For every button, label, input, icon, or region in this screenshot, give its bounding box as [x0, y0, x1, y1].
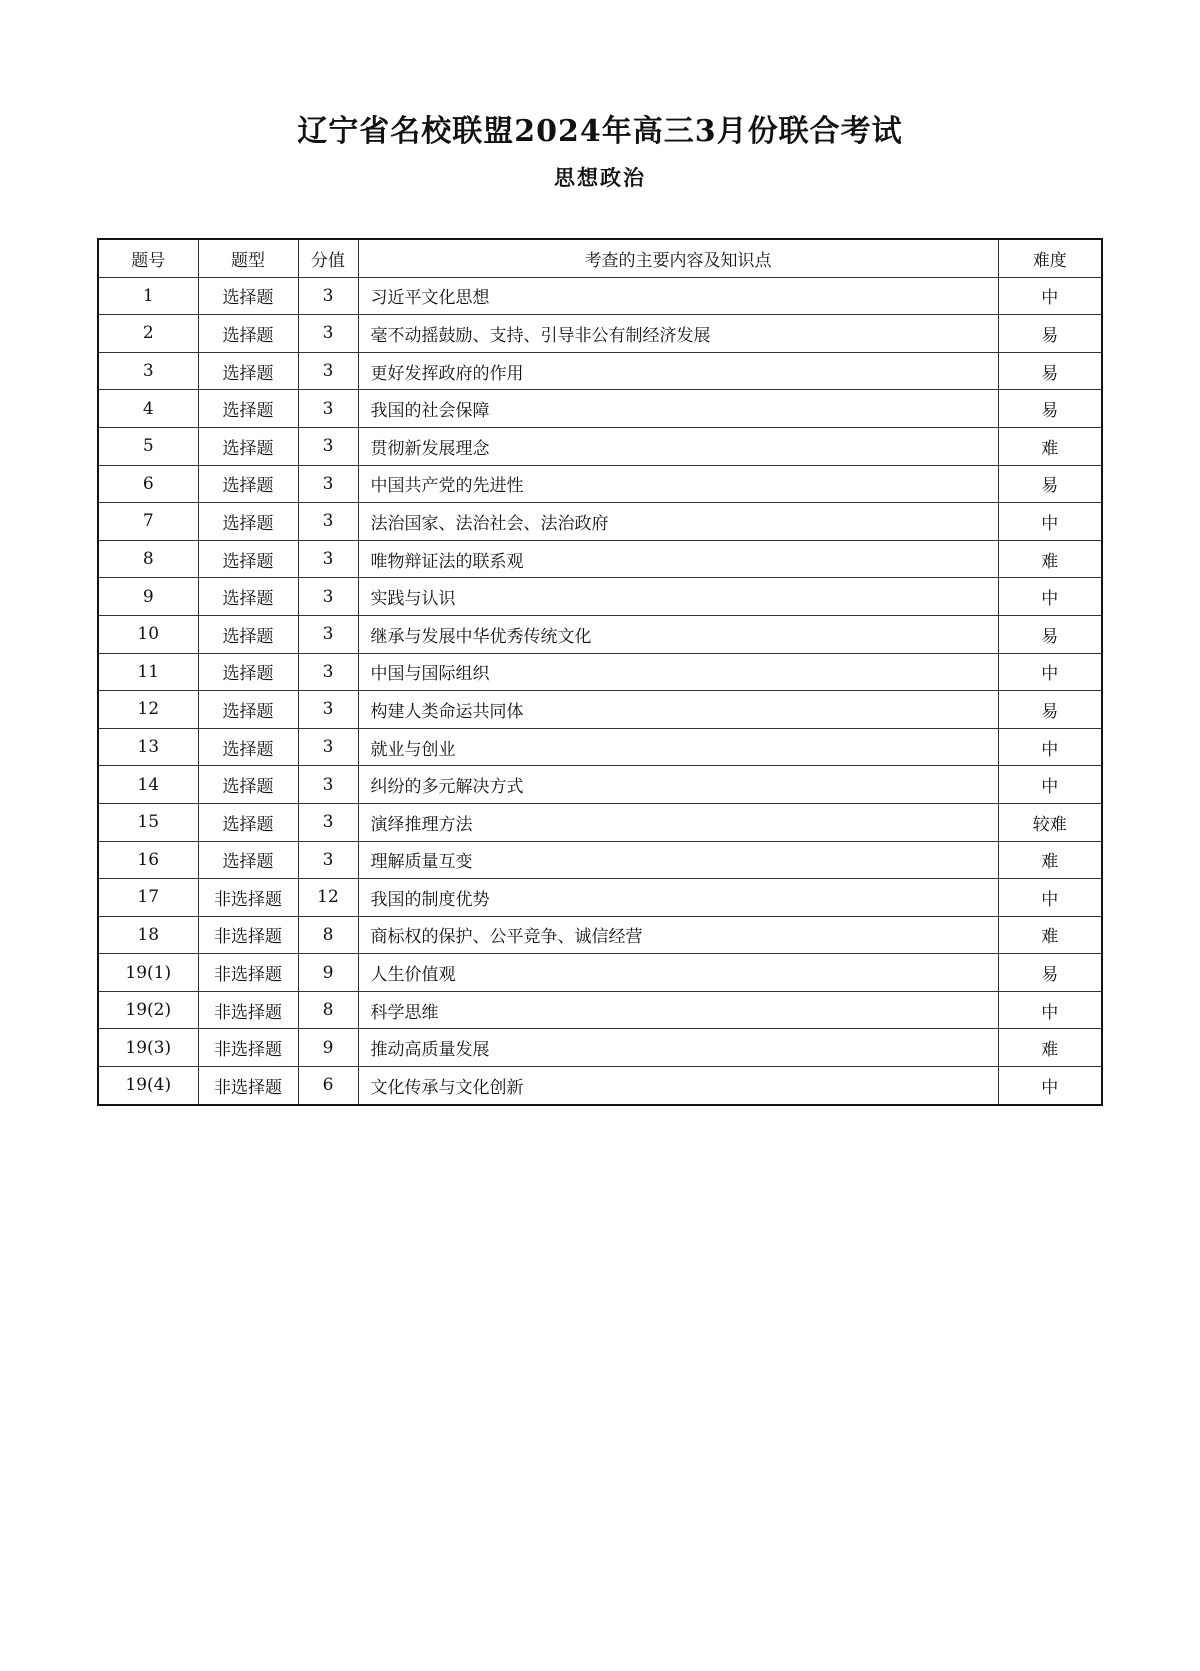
- cell-difficulty: 难: [998, 1029, 1102, 1067]
- cell-topic: 实践与认识: [358, 578, 998, 616]
- cell-score: 3: [298, 578, 358, 616]
- cell-topic: 文化传承与文化创新: [358, 1067, 998, 1105]
- cell-score: 3: [298, 691, 358, 729]
- cell-topic: 贯彻新发展理念: [358, 427, 998, 465]
- cell-difficulty: 中: [998, 991, 1102, 1029]
- table-row: [98, 503, 1102, 541]
- cell-question-type: 选择题: [198, 803, 298, 841]
- cell-score: 3: [298, 766, 358, 804]
- cell-score: 9: [298, 1029, 358, 1067]
- cell-topic: 习近平文化思想: [358, 277, 998, 315]
- cell-score: 9: [298, 954, 358, 992]
- cell-question-type: 选择题: [198, 728, 298, 766]
- cell-topic: 科学思维: [358, 991, 998, 1029]
- cell-score: 3: [298, 352, 358, 390]
- table-row: [98, 540, 1102, 578]
- cell-score: 8: [298, 991, 358, 1029]
- cell-question-type: 选择题: [198, 653, 298, 691]
- cell-difficulty: 易: [998, 315, 1102, 353]
- cell-score: 3: [298, 615, 358, 653]
- cell-question-number: 14: [98, 766, 198, 804]
- table-row: [98, 1029, 1102, 1067]
- cell-difficulty: 难: [998, 540, 1102, 578]
- cell-question-number: 2: [98, 315, 198, 353]
- table-row: [98, 728, 1102, 766]
- cell-topic: 继承与发展中华优秀传统文化: [358, 615, 998, 653]
- cell-difficulty: 较难: [998, 803, 1102, 841]
- cell-topic: 推动高质量发展: [358, 1029, 998, 1067]
- column-header-difficulty: 难度: [998, 239, 1102, 277]
- table-row: [98, 578, 1102, 616]
- column-header-topic: 考查的主要内容及知识点: [358, 239, 998, 277]
- cell-question-number: 13: [98, 728, 198, 766]
- cell-question-type: 选择题: [198, 766, 298, 804]
- cell-difficulty: 中: [998, 766, 1102, 804]
- cell-question-type: 选择题: [198, 315, 298, 353]
- cell-score: 3: [298, 465, 358, 503]
- cell-question-type: 选择题: [198, 578, 298, 616]
- page-title: 辽宁省名校联盟2024年高三3月份联合考试: [297, 114, 903, 149]
- cell-question-number: 19(4): [98, 1067, 198, 1105]
- cell-question-type: 选择题: [198, 540, 298, 578]
- cell-question-type: 非选择题: [198, 879, 298, 917]
- table-header-row: [98, 239, 1102, 277]
- table-row: [98, 841, 1102, 879]
- column-header-question-type: 题型: [198, 239, 298, 277]
- cell-score: 6: [298, 1067, 358, 1105]
- cell-difficulty: 中: [998, 879, 1102, 917]
- cell-question-number: 19(2): [98, 991, 198, 1029]
- cell-score: 3: [298, 503, 358, 541]
- cell-question-type: 非选择题: [198, 1067, 298, 1105]
- cell-score: 12: [298, 879, 358, 917]
- page-subtitle: 思想政治: [554, 166, 646, 190]
- column-header-question-number: 题号: [98, 239, 198, 277]
- cell-topic: 法治国家、法治社会、法治政府: [358, 503, 998, 541]
- cell-score: 8: [298, 916, 358, 954]
- cell-score: 3: [298, 653, 358, 691]
- cell-topic: 我国的社会保障: [358, 390, 998, 428]
- cell-topic: 毫不动摇鼓励、支持、引导非公有制经济发展: [358, 315, 998, 353]
- cell-difficulty: 易: [998, 615, 1102, 653]
- cell-difficulty: 难: [998, 841, 1102, 879]
- cell-question-type: 选择题: [198, 615, 298, 653]
- cell-question-number: 11: [98, 653, 198, 691]
- table-row: [98, 390, 1102, 428]
- cell-score: 3: [298, 390, 358, 428]
- cell-score: 3: [298, 540, 358, 578]
- cell-question-number: 19(1): [98, 954, 198, 992]
- cell-difficulty: 中: [998, 1067, 1102, 1105]
- table-row: [98, 352, 1102, 390]
- cell-topic: 商标权的保护、公平竞争、诚信经营: [358, 916, 998, 954]
- table-row: [98, 277, 1102, 315]
- cell-difficulty: 难: [998, 427, 1102, 465]
- cell-difficulty: 中: [998, 653, 1102, 691]
- cell-difficulty: 难: [998, 916, 1102, 954]
- cell-score: 3: [298, 803, 358, 841]
- cell-topic: 唯物辩证法的联系观: [358, 540, 998, 578]
- cell-question-type: 非选择题: [198, 954, 298, 992]
- table-row: [98, 766, 1102, 804]
- cell-question-type: 非选择题: [198, 1029, 298, 1067]
- cell-question-number: 19(3): [98, 1029, 198, 1067]
- cell-question-type: 选择题: [198, 691, 298, 729]
- cell-question-type: 选择题: [198, 277, 298, 315]
- cell-topic: 更好发挥政府的作用: [358, 352, 998, 390]
- cell-score: 3: [298, 427, 358, 465]
- table-row: [98, 991, 1102, 1029]
- cell-question-type: 选择题: [198, 352, 298, 390]
- table-body: [98, 277, 1102, 1105]
- cell-question-number: 12: [98, 691, 198, 729]
- cell-topic: 就业与创业: [358, 728, 998, 766]
- table-row: [98, 954, 1102, 992]
- cell-topic: 我国的制度优势: [358, 879, 998, 917]
- cell-question-type: 非选择题: [198, 991, 298, 1029]
- cell-topic: 纠纷的多元解决方式: [358, 766, 998, 804]
- cell-question-number: 15: [98, 803, 198, 841]
- cell-question-number: 8: [98, 540, 198, 578]
- cell-topic: 演绎推理方法: [358, 803, 998, 841]
- cell-question-number: 10: [98, 615, 198, 653]
- cell-question-type: 选择题: [198, 427, 298, 465]
- cell-question-type: 非选择题: [198, 916, 298, 954]
- table-row: [98, 427, 1102, 465]
- table-row: [98, 916, 1102, 954]
- column-header-score: 分值: [298, 239, 358, 277]
- cell-score: 3: [298, 841, 358, 879]
- cell-question-number: 4: [98, 390, 198, 428]
- cell-topic: 构建人类命运共同体: [358, 691, 998, 729]
- cell-difficulty: 中: [998, 578, 1102, 616]
- table-row: [98, 1067, 1102, 1105]
- cell-score: 3: [298, 315, 358, 353]
- cell-score: 3: [298, 277, 358, 315]
- cell-question-number: 5: [98, 427, 198, 465]
- table-row: [98, 803, 1102, 841]
- cell-question-type: 选择题: [198, 503, 298, 541]
- cell-question-number: 1: [98, 277, 198, 315]
- table-row: [98, 691, 1102, 729]
- table-row: [98, 615, 1102, 653]
- cell-question-number: 9: [98, 578, 198, 616]
- table-row: [98, 465, 1102, 503]
- cell-question-number: 7: [98, 503, 198, 541]
- cell-difficulty: 中: [998, 728, 1102, 766]
- cell-difficulty: 易: [998, 390, 1102, 428]
- cell-difficulty: 易: [998, 352, 1102, 390]
- cell-question-number: 3: [98, 352, 198, 390]
- cell-topic: 人生价值观: [358, 954, 998, 992]
- exam-summary-table: [97, 238, 1103, 1106]
- cell-score: 3: [298, 728, 358, 766]
- cell-question-type: 选择题: [198, 841, 298, 879]
- cell-difficulty: 易: [998, 465, 1102, 503]
- cell-topic: 中国与国际组织: [358, 653, 998, 691]
- cell-difficulty: 中: [998, 277, 1102, 315]
- cell-difficulty: 易: [998, 954, 1102, 992]
- cell-difficulty: 易: [998, 691, 1102, 729]
- cell-question-type: 选择题: [198, 465, 298, 503]
- cell-question-number: 18: [98, 916, 198, 954]
- cell-question-number: 17: [98, 879, 198, 917]
- cell-topic: 中国共产党的先进性: [358, 465, 998, 503]
- table-row: [98, 315, 1102, 353]
- cell-difficulty: 中: [998, 503, 1102, 541]
- cell-topic: 理解质量互变: [358, 841, 998, 879]
- cell-question-type: 选择题: [198, 390, 298, 428]
- table-row: [98, 653, 1102, 691]
- table-row: [98, 879, 1102, 917]
- cell-question-number: 16: [98, 841, 198, 879]
- cell-question-number: 6: [98, 465, 198, 503]
